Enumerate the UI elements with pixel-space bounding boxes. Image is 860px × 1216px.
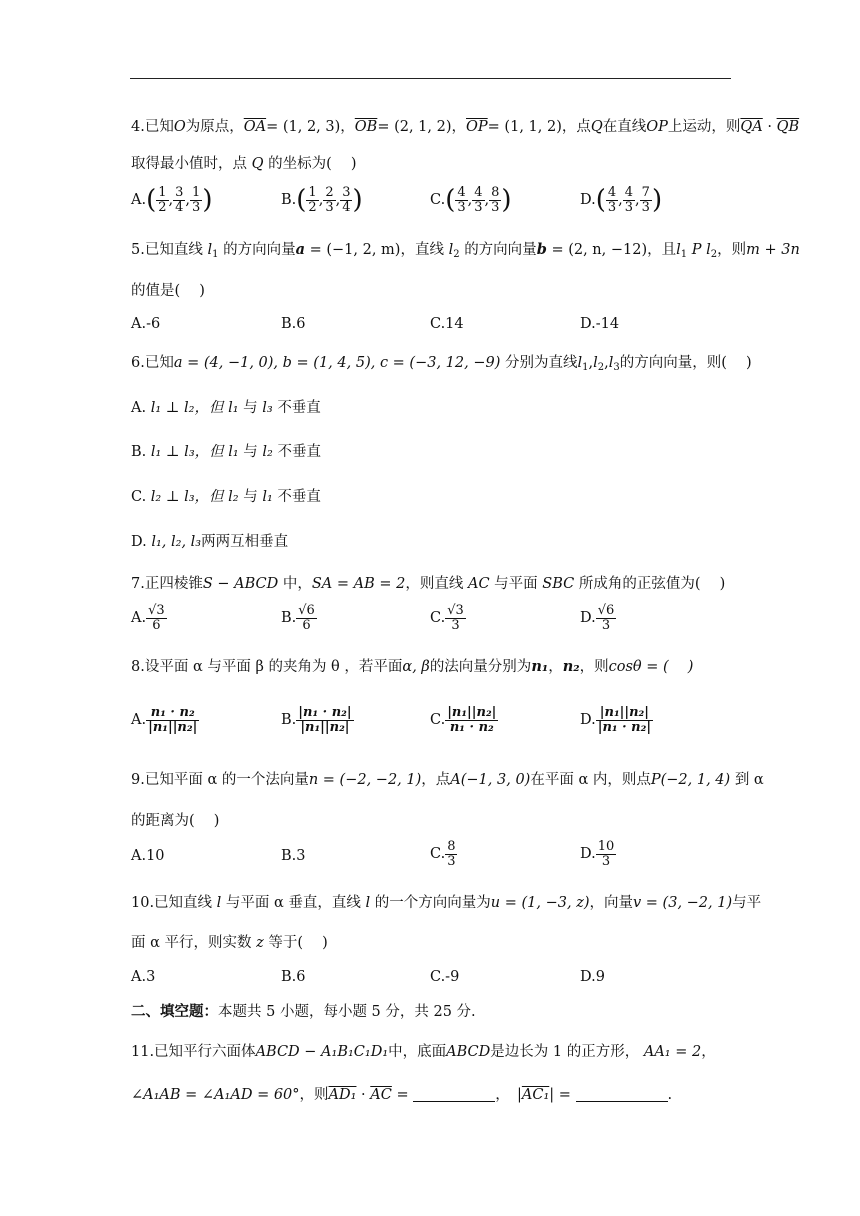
- q6-option-a[interactable]: A. l₁ ⊥ l₂，但 l₁ 与 l₃ 不垂直: [131, 400, 321, 416]
- q5-option-c[interactable]: C.14: [430, 316, 464, 332]
- q6-option-b[interactable]: B. l₁ ⊥ l₃，但 l₁ 与 l₂ 不垂直: [131, 444, 321, 460]
- q6-option-d[interactable]: D. l₁, l₂, l₃两两互相垂直: [131, 534, 289, 550]
- q10-option-d[interactable]: D.9: [580, 969, 605, 985]
- q8-option-a[interactable]: A. $\frac{\text{n₁ · n₂}}{\text{|n₁||n₂|}}$: [131, 705, 198, 735]
- section2-heading: 二、填空题：本题共 5 小题，每小题 5 分，共 25 分.: [131, 1003, 476, 1020]
- q9-line2: 的距离为( ): [131, 813, 220, 829]
- q9-option-a[interactable]: A.10: [131, 848, 165, 864]
- q5-line2: 的值是( ): [131, 283, 205, 299]
- q4-option-c[interactable]: C.( $\frac{4}{3}$ , $\frac{4}{3}$ , $\frac{8}{3}$ ): [430, 185, 512, 216]
- q10-option-a[interactable]: A.3: [131, 969, 156, 985]
- q9-option-c[interactable]: C. $\frac{8}{3}$: [430, 839, 456, 869]
- q4-option-b[interactable]: B.( $\frac{1}{2}$ , $\frac{2}{3}$ , $\frac{3}{4}$ ): [281, 185, 363, 216]
- header-rule: [130, 78, 731, 79]
- q8-option-c[interactable]: C. $\frac{\text{|n₁||n₂|}}{\text{n₁ · n₂}}$: [430, 705, 497, 735]
- q10-option-c[interactable]: C.-9: [430, 969, 460, 985]
- q7-option-d[interactable]: D. $\frac{√6}{3}$: [580, 603, 615, 633]
- q8-option-b[interactable]: B. $\frac{\text{|n₁ · n₂|}}{\text{|n₁||n₂|}}$: [281, 705, 352, 735]
- answer-blank-2[interactable]: [576, 1087, 668, 1102]
- q9-option-b[interactable]: B.3: [281, 848, 306, 864]
- q4-line2: 取得最小值时，点 Q 的坐标为( ): [131, 156, 357, 172]
- q9-option-d[interactable]: D. $\frac{10}{3}$: [580, 839, 615, 869]
- q4-option-a[interactable]: A.( $\frac{1}{2}$ , $\frac{3}{4}$ , $\frac{1}{3}$ ): [131, 185, 213, 216]
- q5-option-b[interactable]: B.6: [281, 316, 306, 332]
- q5-option-a[interactable]: A.-6: [131, 316, 161, 332]
- q7-option-c[interactable]: C. $\frac{√3}{3}$: [430, 603, 464, 633]
- q11-line2: ∠A₁AB = ∠A₁AD = 60°，则$AD_1 \cdot \overline{AC}$ = ， |AC₁| = .: [131, 1087, 673, 1103]
- answer-blank-1[interactable]: [413, 1087, 495, 1102]
- q9-line1: 9.已知平面 α 的一个法向量n = (−2, −2, 1)，点A(−1, 3, 0)在平面 α 内，则点P(−2, 1, 4) 到 α: [131, 772, 764, 788]
- q5-option-d[interactable]: D.-14: [580, 316, 620, 332]
- q10-line2: 面 α 平行，则实数 z 等于( ): [131, 935, 328, 951]
- q7-option-a[interactable]: A. $\frac{√3}{6}$: [131, 603, 165, 633]
- q4-line1: 4.已知O为原点，$\overline{OA}= (1$, 2, 3)，$\overline{OB}= (2$, 1, 2)，$\overline{OP}= (1$, 1, 2)，点Q在直线OP上运动，则$\overline{QA} \cdot \overline{QB}$: [131, 119, 800, 135]
- q6-line1: 6.已知a = (4, −1, 0), b = (1, 4, 5), c = (−3, 12, −9) 分别为直线$l_1,l_2,l_3$的方向向量，则( ): [131, 355, 752, 373]
- q8-line1: 8.设平面 α 与平面 β 的夹角为 θ ，若平面α, β的法向量分别为n₁，n₂，则cosθ = ( ): [131, 658, 694, 675]
- q7-option-b[interactable]: B. $\frac{√6}{6}$: [281, 603, 315, 633]
- q10-option-b[interactable]: B.6: [281, 969, 306, 985]
- q7-line1: 7.正四棱锥S − ABCD 中，SA = AB = 2，则直线 AC 与平面 SBC 所成角的正弦值为( ): [131, 576, 726, 592]
- q5-line1: 5.已知直线 $l_1$ 的方向向量a = (−1, 2, m)，直线 $l_2$ 的方向向量b = (2, n, −12)，且$l_1$ P $l_2$，则m + 3n: [131, 241, 800, 260]
- q6-option-c[interactable]: C. l₂ ⊥ l₃，但 l₂ 与 l₁ 不垂直: [131, 489, 321, 505]
- q11-line1: 11.已知平行六面体ABCD − A₁B₁C₁D₁中，底面ABCD是边长为 1 的正方形， AA₁ = 2，: [131, 1044, 716, 1060]
- q4-option-d[interactable]: D.( $\frac{4}{3}$ , $\frac{4}{3}$ , $\frac{7}{3}$ ): [580, 185, 663, 216]
- q8-option-d[interactable]: D. $\frac{\text{|n₁||n₂|}}{\text{|n₁ · n₂|}}$: [580, 705, 652, 735]
- q10-line1: 10.已知直线 l 与平面 α 垂直，直线 l 的一个方向向量为u = (1, −3, z)，向量v = (3, −2, 1)与平: [131, 895, 762, 911]
